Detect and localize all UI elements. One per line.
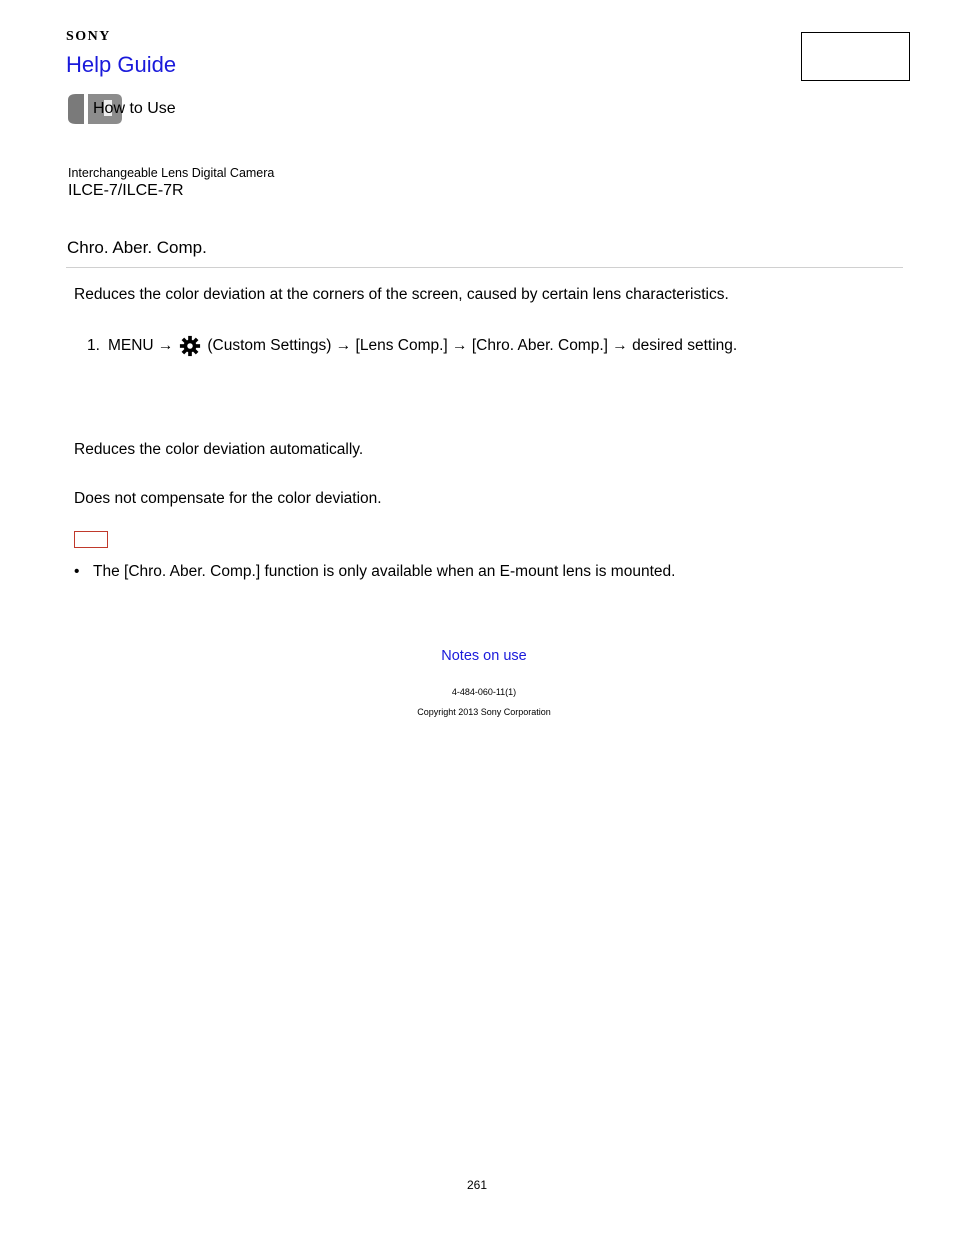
step-text-before-icon: MENU →: [107, 337, 174, 354]
bullet-icon: •: [74, 563, 80, 580]
product-model: ILCE-7/ILCE-7R: [68, 182, 184, 199]
note-item: [74, 563, 675, 581]
document-number: 4-484-060-11(1): [451, 687, 517, 697]
sony-logo: SONY: [66, 29, 111, 44]
step-number: 1.: [87, 337, 100, 354]
option-auto-description: Reduces the color deviation automatically.: [74, 441, 364, 458]
gear-icon: [179, 335, 201, 357]
note-text: The [Chro. Aber. Comp.] function is only available when an E-mount lens is mounted.: [93, 563, 676, 580]
procedure-step: [87, 335, 737, 357]
option-off-description: Does not compensate for the color deviation.: [74, 490, 382, 507]
help-guide-link[interactable]: Help Guide: [66, 52, 177, 77]
page-number: 261: [466, 1178, 488, 1192]
note-marker-box: [74, 531, 108, 548]
page-title: Chro. Aber. Comp.: [67, 238, 207, 257]
top-right-box: [801, 32, 910, 81]
copyright: Copyright 2013 Sony Corporation: [417, 707, 551, 717]
title-divider: [66, 267, 903, 268]
intro-text: Reduces the color deviation at the corners of the screen, caused by certain lens characteristics.: [74, 286, 729, 303]
section-how-to-use[interactable]: How to Use: [93, 100, 176, 117]
step-text-after-icon: (Custom Settings) → [Lens Comp.] → [Chro. Aber. Comp.] → desired setting.: [207, 337, 738, 354]
product-type: Interchangeable Lens Digital Camera: [68, 166, 275, 180]
notes-on-use-link[interactable]: Notes on use: [441, 648, 527, 664]
